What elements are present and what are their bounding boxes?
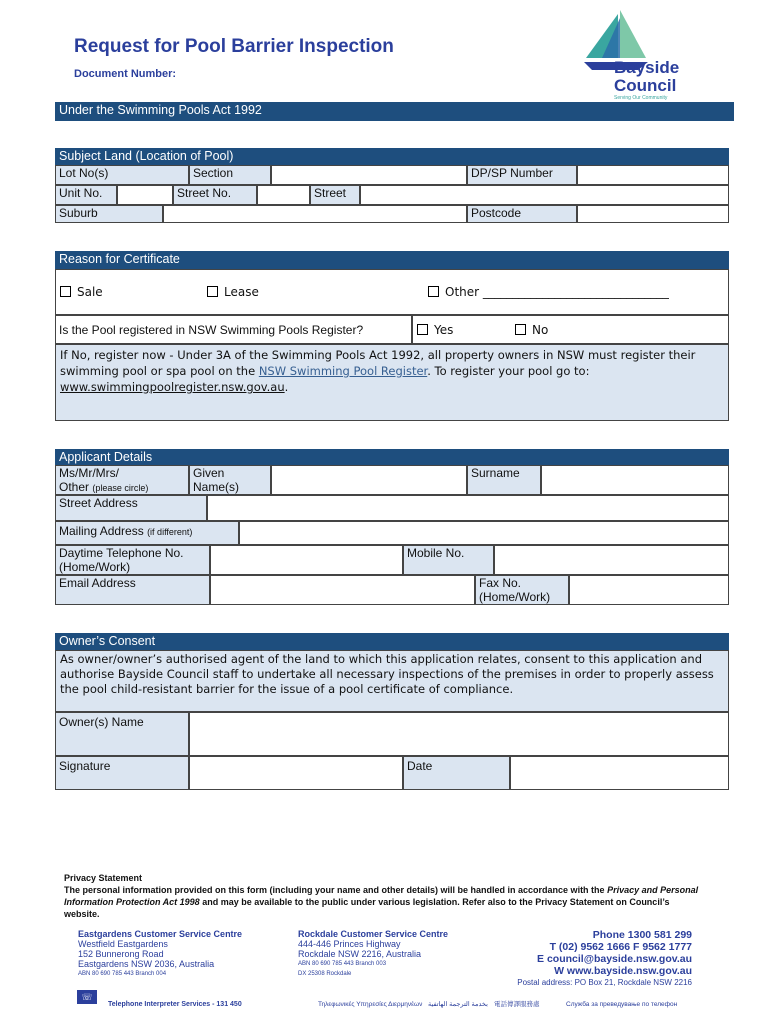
document-number-label: Document Number: <box>74 68 177 80</box>
registered-question: Is the Pool registered in NSW Swimming Pools Register? <box>55 315 412 344</box>
yes-checkbox[interactable] <box>417 324 428 335</box>
postcode-label: Postcode <box>467 205 577 223</box>
other-option[interactable] <box>428 285 669 299</box>
daytime-label-line2: (Home/Work) <box>59 560 131 574</box>
given-name-label <box>189 465 271 495</box>
yes-label: Yes <box>434 323 454 337</box>
lease-option[interactable] <box>207 285 259 299</box>
surname-label: Surname <box>467 465 541 495</box>
privacy-text1: The personal information provided on this form (including your name and other details) will be handled in accordance with the <box>64 885 608 895</box>
no-option[interactable] <box>515 323 548 337</box>
eastgardens-centre <box>78 929 288 979</box>
register-note-text: If No, register now - Under 3A of the Swimming Pools Act 1992, all property owners in NSW must register their swimming pool or spa pool on the <box>60 348 696 378</box>
logo-tagline: Serving Our Community <box>614 95 668 101</box>
consent-header: Owner’s Consent <box>55 633 729 650</box>
rockdale-centre <box>298 929 498 979</box>
dpsp-label: DP/SP Number <box>467 165 577 185</box>
signature-label: Signature <box>55 756 189 790</box>
mailing-address-label <box>55 521 239 545</box>
eastgardens-line2: 152 Bunnerong Road <box>78 949 164 959</box>
rockdale-line2: Rockdale NSW 2216, Australia <box>298 949 422 959</box>
interpreter-icon: ☏ <box>77 990 97 1004</box>
rockdale-line1: 444-446 Princes Highway <box>298 939 401 949</box>
unit-field[interactable] <box>117 185 173 205</box>
street-no-field[interactable] <box>257 185 310 205</box>
street-field[interactable] <box>360 185 729 205</box>
register-link[interactable]: NSW Swimming Pool Register <box>258 364 428 378</box>
owner-name-label: Owner(s) Name <box>55 712 189 756</box>
mobile-field[interactable] <box>494 545 729 575</box>
postcode-field[interactable] <box>577 205 729 223</box>
title-label-line1: Ms/Mr/Mrs/ <box>59 466 119 480</box>
no-checkbox[interactable] <box>515 324 526 335</box>
owner-name-field[interactable] <box>189 712 729 756</box>
given-label-line1: Given <box>193 466 225 480</box>
interpreter-services: Telephone Interpreter Services - 131 450 <box>108 1001 242 1008</box>
logo-council: Council <box>614 76 677 95</box>
title-label <box>55 465 189 495</box>
date-field[interactable] <box>510 756 729 790</box>
signature-field[interactable] <box>189 756 403 790</box>
section-field[interactable] <box>271 165 467 185</box>
given-name-field[interactable] <box>271 465 467 495</box>
rockdale-title: Rockdale Customer Service Centre <box>298 929 449 939</box>
lease-checkbox[interactable] <box>207 286 218 297</box>
privacy-act-name: Privacy and Personal Information Protection Act 1998 <box>64 885 699 907</box>
mobile-label: Mobile No. <box>403 545 494 575</box>
interpreter-chinese: 電話傳譯服務處 <box>494 1001 540 1008</box>
contact-block <box>480 929 692 989</box>
registered-answer-row <box>412 315 729 344</box>
unit-label: Unit No. <box>55 185 117 205</box>
if-different-note: (if different) <box>147 527 193 537</box>
interpreter-greek: Τηλεφωνικές Υπηρεσίες Διερμηνέων <box>318 1001 423 1008</box>
register-note-text2: . To register your pool go to: <box>427 364 590 378</box>
privacy-heading: Privacy Statement <box>64 873 143 883</box>
other-label: Other _______________________________ <box>445 285 669 299</box>
eastgardens-line3: Eastgardens NSW 2036, Australia <box>78 959 215 969</box>
street-label: Street <box>310 185 360 205</box>
interpreter-macedonian: Служба за преведување по телефон <box>566 1001 678 1008</box>
yes-option[interactable] <box>417 323 453 337</box>
email-label: Email Address <box>55 575 210 605</box>
postal-address: Postal address: PO Box 21, Rockdale NSW 2216 <box>517 978 692 987</box>
title-label-line2: Other <box>59 480 90 494</box>
sale-checkbox[interactable] <box>60 286 71 297</box>
section-label: Section <box>189 165 271 185</box>
fax-label <box>475 575 569 605</box>
tel-fax: T (02) 9562 1666 F 9562 1777 <box>549 941 692 953</box>
street-no-label: Street No. <box>173 185 257 205</box>
daytime-phone-label <box>55 545 210 575</box>
privacy-text2: and may be available to the public under various legislation. Refer also to the Privacy Statement on Council’s website. <box>64 897 670 919</box>
register-note <box>55 344 729 421</box>
subject-land-header: Subject Land (Location of Pool) <box>55 148 729 165</box>
lot-label: Lot No(s) <box>55 165 189 185</box>
consent-text: As owner/owner’s authorised agent of the land to which this application relates, consent to this application and authorise Bayside Council staff to undertake all necessary inspections of the premises in order to properly assess the pool child-resistant barrier for the issue of a pool certificate of compliance. <box>55 650 729 712</box>
register-note-end: . <box>284 380 289 394</box>
suburb-field[interactable] <box>163 205 467 223</box>
eastgardens-abn: ABN 80 690 785 443 Branch 004 <box>78 971 167 977</box>
mailing-label-text: Mailing Address <box>59 524 144 538</box>
logo-bayside: Bayside <box>614 58 680 77</box>
privacy-statement <box>64 872 704 920</box>
suburb-label: Suburb <box>55 205 163 223</box>
council-website[interactable]: W www.bayside.nsw.gov.au <box>554 965 692 977</box>
no-label: No <box>532 323 549 337</box>
fax-label-line1: Fax No. <box>479 576 522 590</box>
privacy-body <box>64 884 704 920</box>
phone-number: Phone 1300 581 299 <box>592 929 692 941</box>
please-circle-note: (please circle) <box>92 483 149 493</box>
applicant-header: Applicant Details <box>55 449 729 465</box>
daytime-label-line1: Daytime Telephone No. <box>59 546 184 560</box>
fax-label-line2: (Home/Work) <box>479 590 551 604</box>
fax-field[interactable] <box>569 575 729 605</box>
sale-option[interactable] <box>60 285 103 299</box>
lease-label: Lease <box>224 285 259 299</box>
interpreter-arabic: بخدمة الترجمة الهاتفية <box>428 1001 488 1008</box>
register-url[interactable]: www.swimmingpoolregister.nsw.gov.au <box>60 380 285 394</box>
rockdale-abn: ABN 80 690 785 443 Branch 003 <box>298 961 387 967</box>
reason-header: Reason for Certificate <box>55 251 729 269</box>
email-field[interactable] <box>210 575 475 605</box>
form-title: Request for Pool Barrier Inspection <box>74 36 394 57</box>
mailing-address-field[interactable] <box>239 521 729 545</box>
eastgardens-title: Eastgardens Customer Service Centre <box>78 929 243 939</box>
act-banner: Under the Swimming Pools Act 1992 <box>55 102 734 121</box>
daytime-phone-field[interactable] <box>210 545 403 575</box>
dpsp-field[interactable] <box>577 165 729 185</box>
reason-options-row <box>55 269 729 315</box>
street-address-field[interactable] <box>207 495 729 521</box>
surname-field[interactable] <box>541 465 729 495</box>
council-email[interactable]: E council@bayside.nsw.gov.au <box>537 953 692 965</box>
other-checkbox[interactable] <box>428 286 439 297</box>
eastgardens-line1: Westfield Eastgardens <box>78 939 168 949</box>
rockdale-dx: DX 25308 Rockdale <box>298 971 352 977</box>
given-label-line2: Name(s) <box>193 480 240 494</box>
date-label: Date <box>403 756 510 790</box>
sale-label: Sale <box>77 285 103 299</box>
street-address-label: Street Address <box>55 495 207 521</box>
